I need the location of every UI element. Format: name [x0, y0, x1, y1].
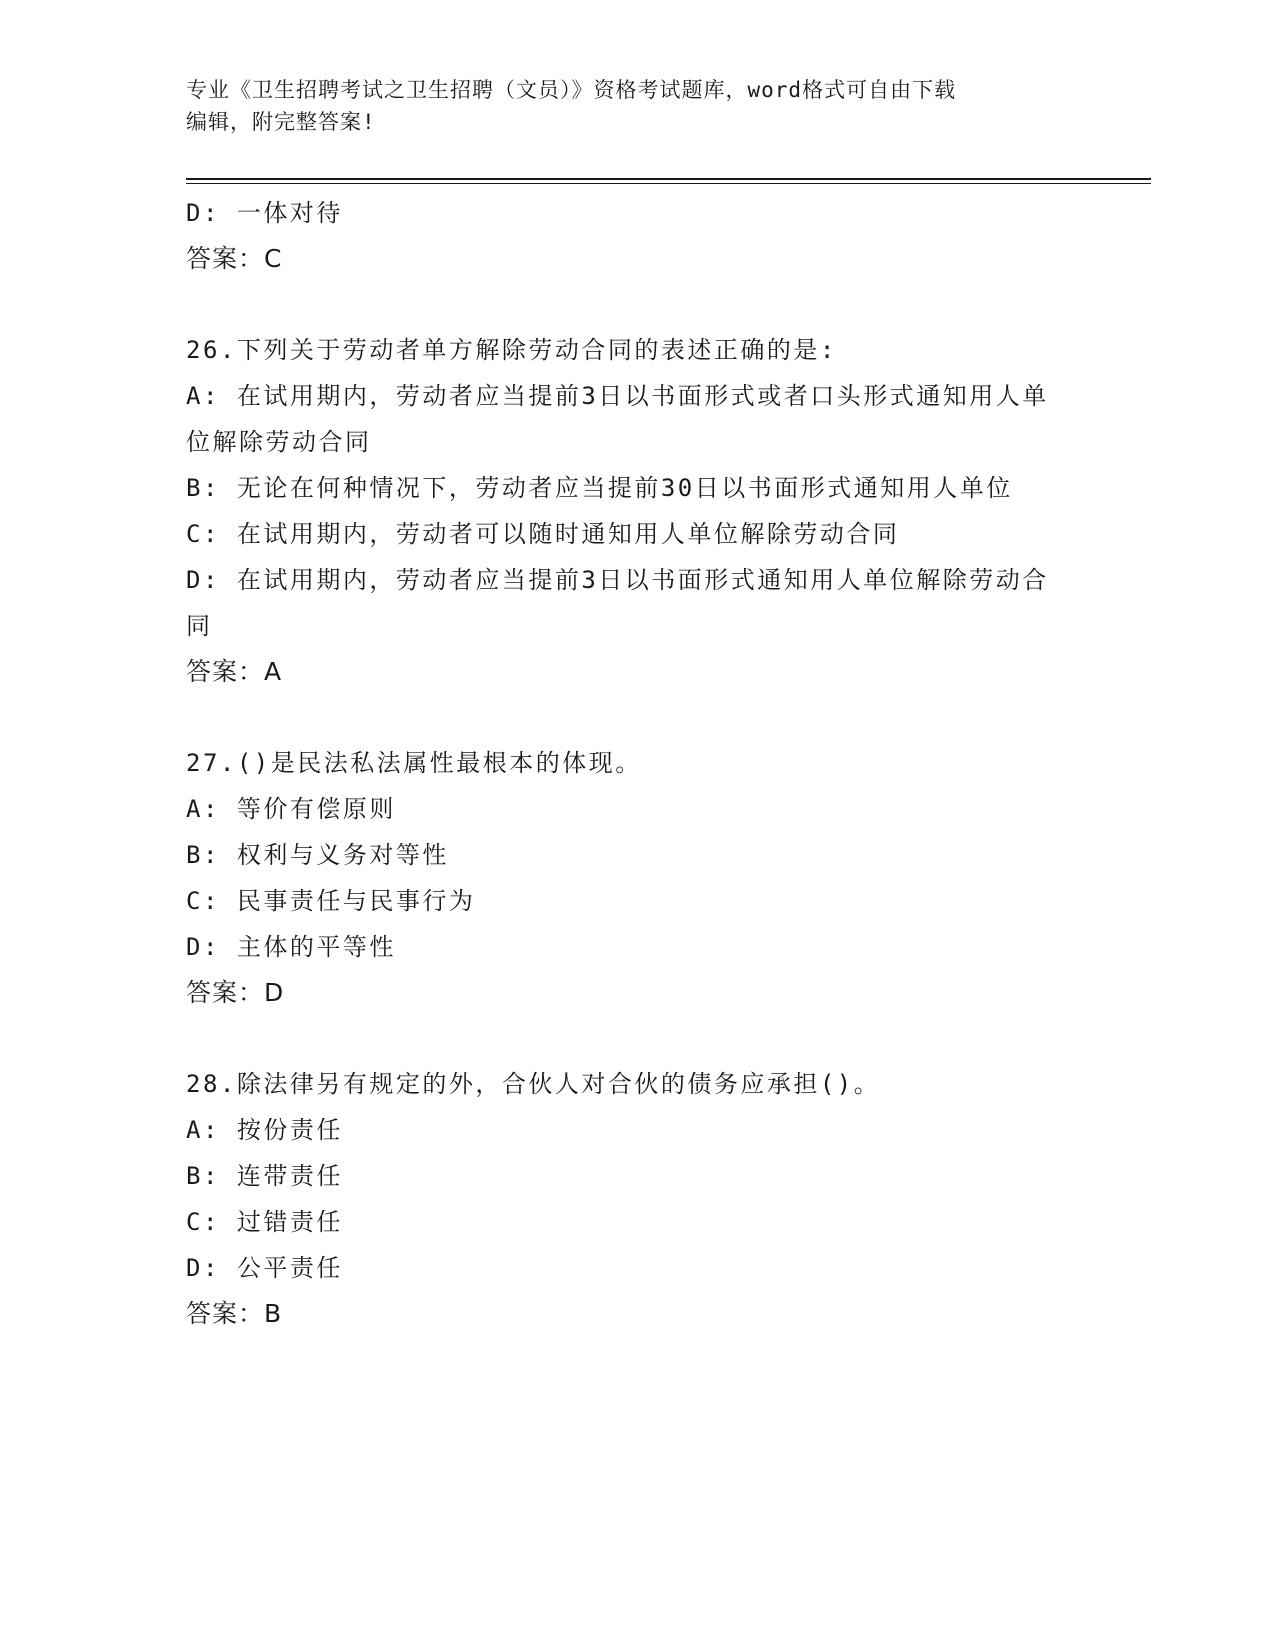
prev-answer: 答案：C	[186, 244, 283, 273]
spacer	[186, 695, 1086, 740]
spacer	[186, 1016, 1086, 1061]
option-b: B: 权利与义务对等性	[186, 841, 449, 869]
question-28	[186, 1061, 1086, 1337]
prev-option-d: D: 一体对待	[186, 199, 343, 227]
answer: 答案：A	[186, 657, 283, 686]
option-c: C: 民事责任与民事行为	[186, 887, 476, 915]
question-content	[186, 190, 1086, 1337]
header-line-1: 专业《卫生招聘考试之卫生招聘（文员）》资格考试题库，word格式可自由下载	[186, 78, 957, 102]
header-line-2: 编辑，附完整答案!	[186, 110, 376, 134]
question-stem: 28.除法律另有规定的外，合伙人对合伙的债务应承担()。	[186, 1070, 881, 1098]
option-d: D: 主体的平等性	[186, 933, 396, 961]
document-header	[186, 74, 1066, 138]
spacer	[186, 282, 1086, 327]
question-27	[186, 740, 1086, 1016]
header-divider-thick	[186, 178, 1151, 180]
option-b: B: 连带责任	[186, 1162, 343, 1190]
option-a: A: 按份责任	[186, 1116, 343, 1144]
option-d: D: 公平责任	[186, 1254, 343, 1282]
option-a: A: 在试用期内，劳动者应当提前3日以书面形式或者口头形式通知用人单位解除劳动合同	[186, 382, 1049, 456]
option-c: C: 过错责任	[186, 1208, 343, 1236]
answer: 答案：B	[186, 1299, 283, 1328]
question-stem: 26.下列关于劳动者单方解除劳动合同的表述正确的是:	[186, 336, 837, 364]
question-26	[186, 327, 1086, 695]
option-d: D: 在试用期内，劳动者应当提前3日以书面形式通知用人单位解除劳动合同	[186, 566, 1049, 640]
answer: 答案：D	[186, 978, 285, 1007]
header-divider-thin	[186, 183, 1151, 184]
option-c: C: 在试用期内，劳动者可以随时通知用人单位解除劳动合同	[186, 520, 900, 548]
question-stem: 27.()是民法私法属性最根本的体现。	[186, 749, 642, 777]
option-b: B: 无论在何种情况下，劳动者应当提前30日以书面形式通知用人单位	[186, 474, 1013, 502]
option-a: A: 等价有偿原则	[186, 795, 396, 823]
